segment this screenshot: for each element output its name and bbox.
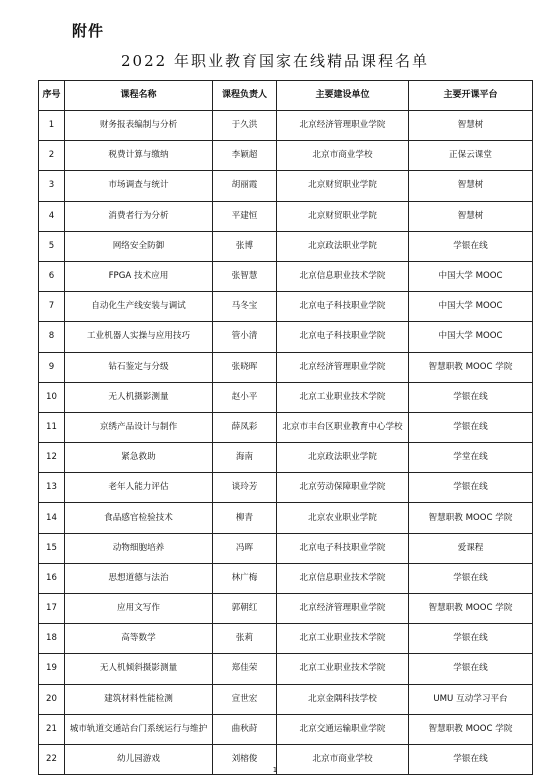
table-row [39,654,533,684]
cell-platform: 智慧职教 MOOC 学院 [409,503,533,533]
cell-course-name: 自动化生产线安装与调试 [65,292,213,322]
cell-course-lead: 张莉 [213,624,277,654]
table-row [39,292,533,322]
cell-index: 14 [39,503,65,533]
cell-index: 11 [39,412,65,442]
cell-institution: 北京农业职业学院 [277,503,409,533]
cell-platform: 智慧树 [409,201,533,231]
cell-course-lead: 管小清 [213,322,277,352]
cell-institution: 北京市商业学校 [277,141,409,171]
table-row [39,503,533,533]
cell-institution: 北京市丰台区职业教育中心学校 [277,412,409,442]
cell-course-name: 财务报表编制与分析 [65,111,213,141]
cell-institution: 北京电子科技职业学院 [277,292,409,322]
table-row [39,533,533,563]
cell-platform: UMU 互动学习平台 [409,684,533,714]
cell-platform: 智慧职教 MOOC 学院 [409,714,533,744]
cell-platform: 智慧职教 MOOC 学院 [409,594,533,624]
cell-platform: 学银在线 [409,412,533,442]
cell-course-lead: 张博 [213,231,277,261]
cell-index: 18 [39,624,65,654]
cell-platform: 爱课程 [409,533,533,563]
cell-course-lead: 张晓晖 [213,352,277,382]
cell-platform: 学银在线 [409,654,533,684]
cell-platform: 学银在线 [409,382,533,412]
table-row [39,624,533,654]
cell-index: 3 [39,171,65,201]
header-index: 序号 [39,81,65,111]
cell-course-lead: 海南 [213,443,277,473]
cell-institution: 北京财贸职业学院 [277,201,409,231]
cell-course-lead: 郑佳荣 [213,654,277,684]
cell-platform: 中国大学 MOOC [409,292,533,322]
cell-institution: 北京电子科技职业学院 [277,322,409,352]
header-course-name: 课程名称 [65,81,213,111]
cell-course-name: 工业机器人实操与应用技巧 [65,322,213,352]
cell-course-lead: 刘榕俊 [213,744,277,774]
cell-course-name: 建筑材料性能检测 [65,684,213,714]
cell-course-name: 食品感官检验技术 [65,503,213,533]
cell-course-lead: 柳青 [213,503,277,533]
table-header-row [39,81,533,111]
cell-index: 9 [39,352,65,382]
cell-institution: 北京电子科技职业学院 [277,533,409,563]
cell-course-name: 消费者行为分析 [65,201,213,231]
table-row [39,563,533,593]
cell-platform: 智慧树 [409,111,533,141]
cell-institution: 北京金隅科技学校 [277,684,409,714]
cell-institution: 北京政法职业学院 [277,231,409,261]
cell-course-name: 幼儿园游戏 [65,744,213,774]
table-row [39,322,533,352]
cell-index: 2 [39,141,65,171]
header-platform: 主要开课平台 [409,81,533,111]
cell-course-lead: 郭朝红 [213,594,277,624]
table-row [39,171,533,201]
cell-course-name: 钻石鉴定与分级 [65,352,213,382]
course-list-table [38,80,533,775]
table-row [39,714,533,744]
cell-index: 15 [39,533,65,563]
cell-course-lead: 宣世宏 [213,684,277,714]
cell-institution: 北京工业职业技术学院 [277,654,409,684]
cell-course-lead: 张智慧 [213,261,277,291]
cell-course-lead: 冯晖 [213,533,277,563]
table-row [39,473,533,503]
table-row [39,352,533,382]
cell-course-name: 高等数学 [65,624,213,654]
cell-course-name: 无人机摄影测量 [65,382,213,412]
cell-course-name: 无人机倾斜摄影测量 [65,654,213,684]
table-row [39,594,533,624]
table-row [39,201,533,231]
cell-index: 12 [39,443,65,473]
cell-index: 20 [39,684,65,714]
cell-course-name: 动物细胞培养 [65,533,213,563]
cell-institution: 北京经济管理职业学院 [277,594,409,624]
cell-course-name: 税费计算与缴纳 [65,141,213,171]
header-institution: 主要建设单位 [277,81,409,111]
table-body [39,111,533,775]
cell-platform: 中国大学 MOOC [409,261,533,291]
cell-course-name: 应用文写作 [65,594,213,624]
cell-index: 4 [39,201,65,231]
page-number: 1 [272,766,278,774]
cell-course-name: 城市轨道交通站台门系统运行与维护 [65,714,213,744]
cell-course-name: 市场调查与统计 [65,171,213,201]
header-course-lead: 课程负责人 [213,81,277,111]
cell-course-name: 老年人能力评估 [65,473,213,503]
cell-course-lead: 胡丽霞 [213,171,277,201]
cell-course-lead: 赵小平 [213,382,277,412]
cell-course-lead: 林广梅 [213,563,277,593]
document-title: 2022 年职业教育国家在线精品课程名单 [121,52,429,70]
cell-institution: 北京信息职业技术学院 [277,563,409,593]
table-row [39,443,533,473]
cell-platform: 学银在线 [409,473,533,503]
cell-institution: 北京工业职业技术学院 [277,624,409,654]
table-row [39,412,533,442]
cell-course-name: 京绣产品设计与制作 [65,412,213,442]
cell-index: 19 [39,654,65,684]
cell-index: 13 [39,473,65,503]
cell-index: 7 [39,292,65,322]
cell-index: 16 [39,563,65,593]
cell-course-name: FPGA 技术应用 [65,261,213,291]
cell-course-lead: 谈玲芳 [213,473,277,503]
cell-institution: 北京市商业学校 [277,744,409,774]
cell-course-name: 网络安全防御 [65,231,213,261]
cell-index: 1 [39,111,65,141]
cell-institution: 北京信息职业技术学院 [277,261,409,291]
cell-index: 22 [39,744,65,774]
table-row [39,684,533,714]
cell-index: 6 [39,261,65,291]
cell-index: 10 [39,382,65,412]
cell-platform: 学银在线 [409,231,533,261]
cell-institution: 北京劳动保障职业学院 [277,473,409,503]
cell-institution: 北京经济管理职业学院 [277,352,409,382]
cell-course-lead: 平建恒 [213,201,277,231]
cell-course-lead: 李颖超 [213,141,277,171]
cell-course-lead: 于久洪 [213,111,277,141]
cell-index: 17 [39,594,65,624]
cell-course-lead: 马冬宝 [213,292,277,322]
table-row [39,382,533,412]
cell-platform: 正保云课堂 [409,141,533,171]
cell-platform: 智慧职教 MOOC 学院 [409,352,533,382]
cell-platform: 学银在线 [409,624,533,654]
table-row [39,261,533,291]
cell-platform: 学银在线 [409,563,533,593]
attachment-label: 附件 [72,22,105,40]
cell-index: 21 [39,714,65,744]
cell-institution: 北京经济管理职业学院 [277,111,409,141]
cell-course-lead: 曲秋莳 [213,714,277,744]
cell-course-name: 思想道德与法治 [65,563,213,593]
cell-index: 5 [39,231,65,261]
cell-institution: 北京财贸职业学院 [277,171,409,201]
cell-platform: 学堂在线 [409,443,533,473]
cell-course-lead: 薛凤彩 [213,412,277,442]
cell-institution: 北京交通运输职业学院 [277,714,409,744]
cell-platform: 学银在线 [409,744,533,774]
cell-institution: 北京政法职业学院 [277,443,409,473]
table-row [39,231,533,261]
cell-platform: 智慧树 [409,171,533,201]
cell-index: 8 [39,322,65,352]
table-row [39,111,533,141]
cell-course-name: 紧急救助 [65,443,213,473]
cell-institution: 北京工业职业技术学院 [277,382,409,412]
cell-platform: 中国大学 MOOC [409,322,533,352]
table-row [39,141,533,171]
